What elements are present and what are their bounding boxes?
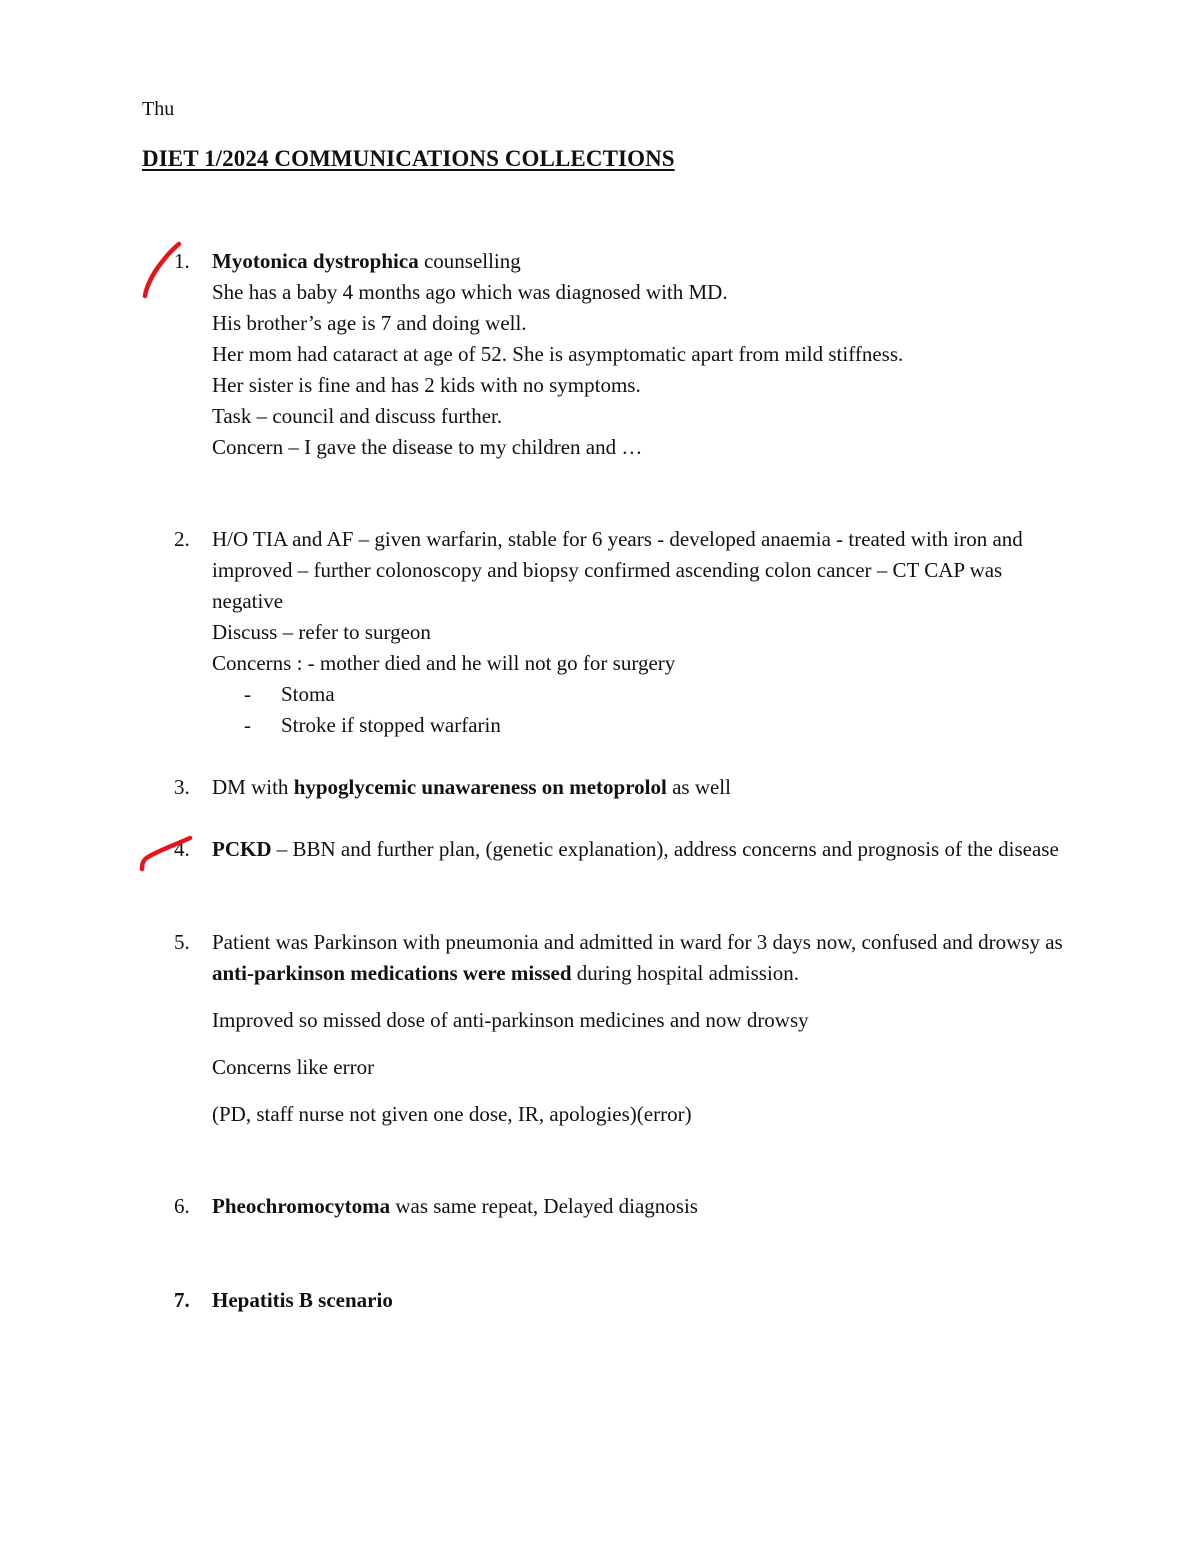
bullet-dash: - xyxy=(244,713,251,737)
item-text xyxy=(212,927,1072,989)
item-number: 6. xyxy=(174,1194,190,1218)
bullet-dash: - xyxy=(244,682,251,706)
item-number: 3. xyxy=(174,775,190,799)
list-item-1 xyxy=(142,246,1072,463)
bullet-text: Stoma xyxy=(281,682,335,706)
item-line: Discuss – refer to surgeon xyxy=(212,620,431,644)
item-line: Her mom had cataract at age of 52. She is asymptomatic apart from mild stiffness. xyxy=(212,342,904,366)
list-item-7 xyxy=(142,1285,1072,1316)
text-segment: – BBN and further plan, (genetic explanation), address concerns and prognosis of the disease xyxy=(271,837,1059,861)
item-paragraph: Improved so missed dose of anti-parkinson medicines and now drowsy xyxy=(212,1008,809,1032)
text-segment: as well xyxy=(666,775,731,799)
item-text xyxy=(212,1285,1072,1316)
item-line: Her sister is fine and has 2 kids with no symptoms. xyxy=(212,373,641,397)
item-line: She has a baby 4 months ago which was diagnosed with MD. xyxy=(212,280,728,304)
item-text: H/O TIA and AF – given warfarin, stable for 6 years - developed anaemia - treated with iron and improved – further colonoscopy and biopsy confirmed ascending colon cancer – CT CAP was negative xyxy=(212,527,1023,613)
document-title: DIET 1/2024 COMMUNICATIONS COLLECTIONS xyxy=(142,146,675,171)
text-segment: was same repeat, Delayed diagnosis xyxy=(390,1194,698,1218)
item-paragraph: (PD, staff nurse not given one dose, IR, apologies)(error) xyxy=(212,1102,692,1126)
item-line: Concerns : - mother died and he will not go for surgery xyxy=(212,651,676,675)
text-segment: during hospital admission. xyxy=(571,961,800,985)
text-segment-bold: anti-parkinson medications were missed xyxy=(212,961,572,985)
list-item-4 xyxy=(142,834,1072,865)
list-item-3 xyxy=(142,772,1072,803)
item-text xyxy=(212,834,1072,865)
item-text xyxy=(212,772,1072,803)
item-paragraph: Concerns like error xyxy=(212,1055,375,1079)
bullet-text: Stroke if stopped warfarin xyxy=(281,713,501,737)
item-text xyxy=(212,1191,1072,1222)
header-label: Thu xyxy=(142,98,175,120)
item-number: 2. xyxy=(174,527,190,551)
item-number: 4. xyxy=(174,837,190,861)
sub-bullet xyxy=(244,710,1072,741)
item-heading-bold: Myotonica dystrophica xyxy=(212,249,419,273)
sub-bullet xyxy=(244,679,1072,710)
item-number: 7. xyxy=(174,1288,190,1312)
text-segment-bold: Pheochromocytoma xyxy=(212,1194,391,1218)
item-heading-rest: counselling xyxy=(418,249,521,273)
text-segment: DM with xyxy=(212,775,294,799)
red-tick-mark-1 xyxy=(136,238,186,302)
text-segment-bold: PCKD xyxy=(212,837,272,861)
red-tick-mark-2 xyxy=(136,832,196,876)
text-segment-bold: Hepatitis B scenario xyxy=(212,1288,393,1312)
item-line: Task – council and discuss further. xyxy=(212,404,503,428)
item-line: His brother’s age is 7 and doing well. xyxy=(212,311,527,335)
text-segment-bold: hypoglycemic unawareness on metoprolol xyxy=(293,775,667,799)
item-line: Concern – I gave the disease to my children and … xyxy=(212,435,643,459)
list-item-6 xyxy=(142,1191,1072,1222)
list-item-5 xyxy=(142,927,1072,1130)
list-item-2 xyxy=(142,524,1072,741)
item-number: 1. xyxy=(174,249,190,273)
item-heading xyxy=(212,246,1072,277)
item-number: 5. xyxy=(174,930,190,954)
text-segment: Patient was Parkinson with pneumonia and admitted in ward for 3 days now, confused and drowsy as xyxy=(212,930,1063,954)
